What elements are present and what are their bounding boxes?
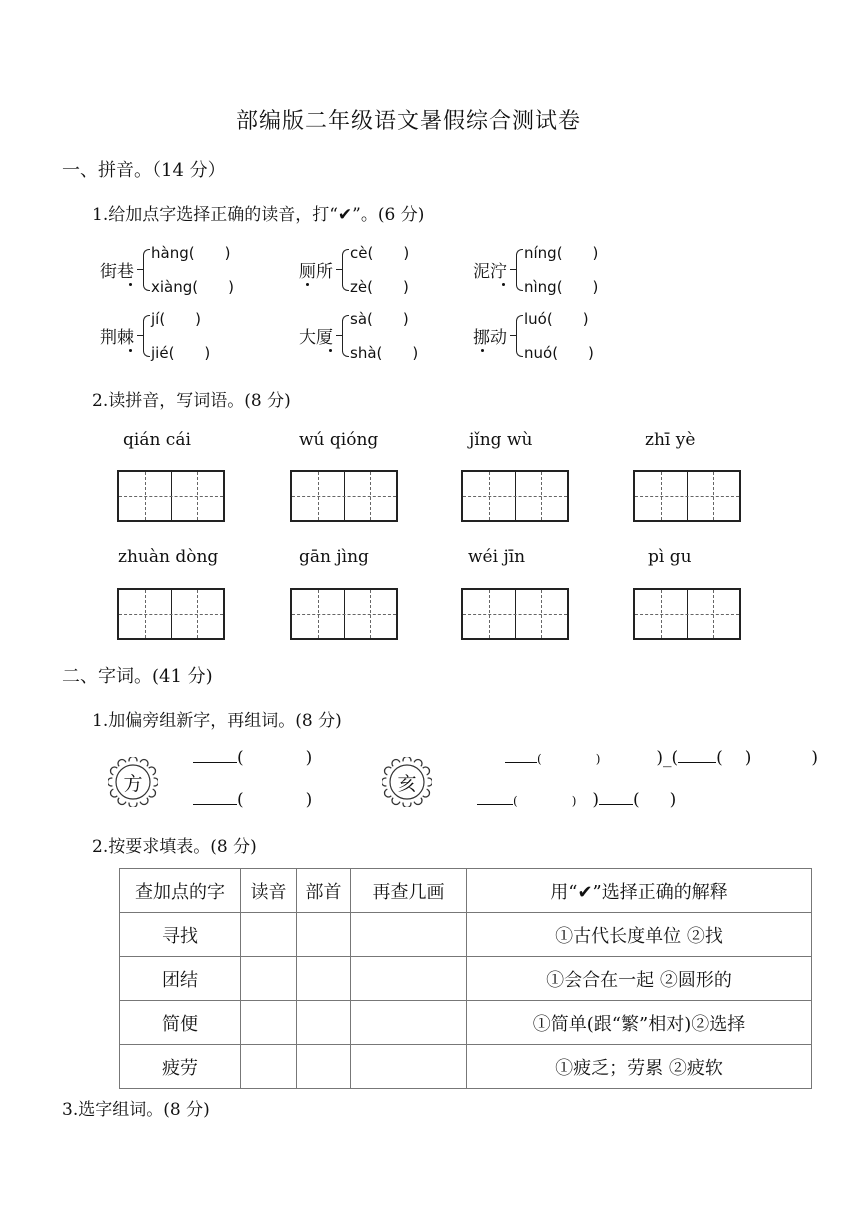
table-cell-word: 简便: [120, 1001, 241, 1045]
pinyin-option-2[interactable]: jié( ): [151, 344, 211, 362]
choice-word: 挪动: [473, 328, 507, 348]
brace-shape: [342, 315, 349, 357]
choice-word: 大厦: [299, 328, 333, 348]
brace-shape: [143, 315, 150, 357]
emphasis-dot: [306, 283, 309, 286]
pinyin-label: pì gu: [648, 547, 692, 567]
table-cell-meaning[interactable]: ①会合在一起 ②圆形的: [467, 957, 812, 1001]
table-row: [120, 1045, 812, 1089]
question-1-2-prompt: 2.读拼音，写词语。(8 分): [92, 391, 291, 411]
choice-word: 荆棘: [100, 328, 134, 348]
pinyin-label: wú qióng: [299, 430, 379, 450]
writing-grid[interactable]: [290, 470, 398, 522]
table-cell-input[interactable]: [241, 957, 297, 1001]
writing-grid[interactable]: [290, 588, 398, 640]
answer-blank-row[interactable]: ( ) ) ( ): [477, 788, 676, 810]
pinyin-option-2[interactable]: nuó( ): [524, 344, 594, 362]
answer-blank-row[interactable]: ( ): [193, 788, 312, 810]
pinyin-option-2[interactable]: shà( ): [350, 344, 419, 362]
fill-table: [119, 868, 812, 1089]
table-header: 用“✔”选择正确的解释: [467, 869, 812, 913]
table-cell-word: 团结: [120, 957, 241, 1001]
table-row: [120, 1001, 812, 1045]
table-cell-input[interactable]: [351, 1045, 467, 1089]
pinyin-option-1[interactable]: cè( ): [350, 244, 410, 262]
question-2-3-prompt: 3.选字组词。(8 分): [62, 1100, 210, 1120]
table-cell-meaning[interactable]: ①简单(跟“繁”相对)②选择: [467, 1001, 812, 1045]
writing-grid[interactable]: [633, 588, 741, 640]
question-2-2-prompt: 2.按要求填表。(8 分): [92, 837, 257, 857]
table-header: 再查几画: [351, 869, 467, 913]
question-2-1-prompt: 1.加偏旁组新字，再组词。(8 分): [92, 711, 342, 731]
emphasis-dot: [129, 283, 132, 286]
table-cell-input[interactable]: [297, 1045, 351, 1089]
pinyin-option-1[interactable]: luó( ): [524, 310, 589, 328]
table-cell-input[interactable]: [297, 913, 351, 957]
page-title: 部编版二年级语文暑假综合测试卷: [236, 109, 582, 134]
brace-shape: [143, 249, 150, 291]
brace-shape: [342, 249, 349, 291]
pinyin-label: jǐng wù: [469, 430, 533, 450]
table-cell-input[interactable]: [297, 957, 351, 1001]
writing-grid[interactable]: [633, 470, 741, 522]
pinyin-option-2[interactable]: xiàng( ): [151, 278, 234, 296]
badge-character: 亥: [397, 773, 417, 795]
pinyin-option-1[interactable]: níng( ): [524, 244, 599, 262]
emphasis-dot: [481, 349, 484, 352]
pinyin-label: wéi jīn: [468, 547, 526, 567]
table-header: 查加点的字: [120, 869, 241, 913]
answer-blank-row[interactable]: ( ) )_( ( ) ): [505, 746, 818, 768]
table-cell-input[interactable]: [297, 1001, 351, 1045]
table-cell-input[interactable]: [241, 1001, 297, 1045]
table-cell-meaning[interactable]: ①疲乏；劳累 ②疲软: [467, 1045, 812, 1089]
pinyin-option-1[interactable]: jí( ): [151, 310, 202, 328]
pinyin-option-1[interactable]: sà( ): [350, 310, 409, 328]
table-header: 部首: [297, 869, 351, 913]
table-cell-input[interactable]: [351, 913, 467, 957]
emphasis-dot: [502, 283, 505, 286]
writing-grid[interactable]: [461, 588, 569, 640]
table-cell-input[interactable]: [351, 1001, 467, 1045]
table-header: 读音: [241, 869, 297, 913]
writing-grid[interactable]: [117, 470, 225, 522]
section-2-heading: 二、字词。(41 分): [62, 666, 213, 687]
brace-shape: [516, 249, 523, 291]
table-row: [120, 913, 812, 957]
table-cell-input[interactable]: [351, 957, 467, 1001]
writing-grid[interactable]: [117, 588, 225, 640]
pinyin-option-1[interactable]: hàng( ): [151, 244, 231, 262]
character-badge: [382, 757, 432, 807]
emphasis-dot: [129, 349, 132, 352]
brace-shape: [516, 315, 523, 357]
table-row: [120, 957, 812, 1001]
choice-word: 泥泞: [473, 262, 507, 282]
pinyin-label: gān jìng: [299, 547, 369, 567]
table-cell-input[interactable]: [241, 913, 297, 957]
choice-word: 街巷: [100, 262, 134, 282]
pinyin-label: zhī yè: [645, 430, 696, 450]
table-cell-meaning[interactable]: ①古代长度单位 ②找: [467, 913, 812, 957]
choice-word: 厕所: [299, 262, 333, 282]
pinyin-option-2[interactable]: zè( ): [350, 278, 409, 296]
writing-grid[interactable]: [461, 470, 569, 522]
emphasis-dot: [329, 349, 332, 352]
pinyin-label: zhuàn dòng: [118, 547, 219, 567]
pinyin-option-2[interactable]: nìng( ): [524, 278, 599, 296]
table-cell-word: 寻找: [120, 913, 241, 957]
table-cell-word: 疲劳: [120, 1045, 241, 1089]
answer-blank-row[interactable]: ( ): [193, 746, 312, 768]
section-1-heading: 一、拼音。（14 分）: [62, 160, 226, 181]
table-cell-input[interactable]: [241, 1045, 297, 1089]
badge-character: 方: [123, 773, 143, 795]
pinyin-label: qián cái: [123, 430, 191, 450]
question-1-1-prompt: 1.给加点字选择正确的读音，打“✔”。(6 分): [92, 205, 425, 225]
character-badge: [108, 757, 158, 807]
table-header-row: [120, 869, 812, 913]
